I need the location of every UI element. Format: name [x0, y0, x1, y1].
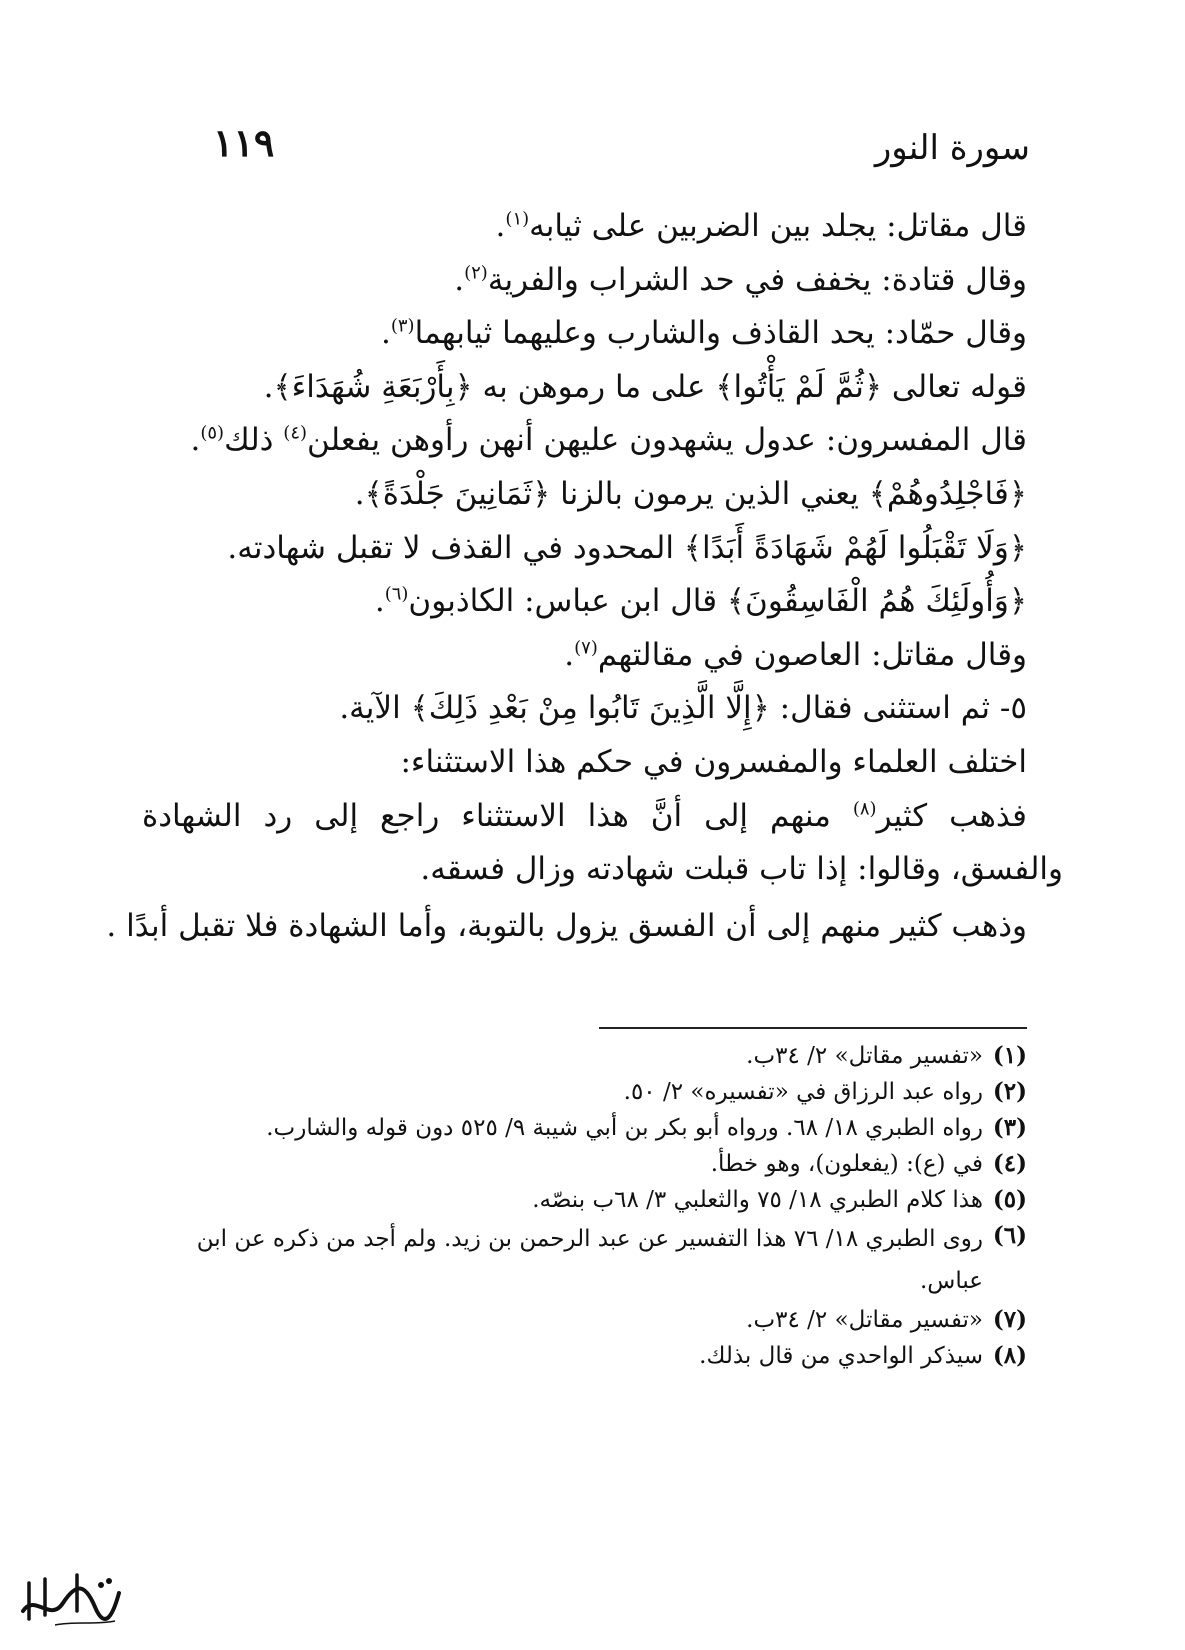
- footnote-ref[interactable]: (٢): [464, 262, 488, 284]
- footnote-number: (٧): [992, 1306, 1027, 1333]
- text-line-3: وقال حمّاد: يحد القاذف والشارب وعليهما ثيابهما$^{(٣)}$.: [380, 315, 1027, 352]
- footnote-ref[interactable]: (٣): [390, 315, 415, 337]
- footnote-ref[interactable]: (٦): [384, 583, 409, 605]
- text-line-1: قال مقاتل: يجلد بين الضربين على ثيابه$^{(١)}$.: [495, 208, 1027, 244]
- text-line-9: وقال مقاتل: العاصون في مقالتهم$^{(٧)}$.: [564, 636, 1027, 673]
- text-line-14: وذهب كثير منهم إلى أن الفسق يزول بالتوبة، وأما الشهادة فلا تقبل أبدًا .: [106, 907, 1027, 944]
- footnotes: [142, 1038, 1027, 1374]
- text-line-12: فذهب كثير$^{(٨)}$ منهم إلى أنَّ هذا الاستثناء راجع إلى رد الشهادة: [142, 797, 1027, 834]
- footnote-item: [142, 1218, 1027, 1302]
- footnote-number: (٦): [992, 1222, 1027, 1249]
- footnote-ref[interactable]: (٧): [574, 637, 598, 659]
- footnote-ref[interactable]: (٤): [283, 423, 308, 445]
- footnote-item: [142, 1110, 1027, 1146]
- text-line-13: والفسق، وقالوا: إذا تاب قبلت شهادته وزال فسقه.: [420, 851, 1063, 888]
- publisher-logo: [15, 1563, 125, 1633]
- text-line-5: قال المفسرون: عدول يشهدون عليهن أنهن رأوهن يفعلن$^{(٤)}$ ذلك$^{(٥)}$.: [190, 422, 1027, 459]
- footnote-number: (٤): [992, 1150, 1027, 1177]
- footnote-number: (١): [992, 1042, 1027, 1069]
- footnote-text: في (ع): (يفعلون)، وهو خطأ.: [710, 1151, 983, 1177]
- footnote-ref[interactable]: (٥): [200, 423, 225, 445]
- text-line-2: وقال قتادة: يخفف في حد الشراب والفرية$^{(٢)}$.: [454, 261, 1027, 298]
- text-line-10: ٥- ثم استثنى فقال: ﴿إِلَّا الَّذِينَ تَابُوا مِنْ بَعْدِ ذَلِكَ﴾ الآية.: [339, 690, 1027, 727]
- text-line-6: ﴿فَاجْلِدُوهُمْ﴾ يعني الذين يرمون بالزنا ﴿ثَمَانِينَ جَلْدَةً﴾.: [354, 475, 1027, 512]
- page-number: ١١٩: [213, 120, 275, 165]
- footnote-item: [142, 1074, 1027, 1110]
- footnote-ref[interactable]: (٨): [852, 798, 877, 820]
- footnote-text: رواه عبد الرزاق في «تفسيره» ٢/ ٥٠.: [623, 1079, 983, 1105]
- text-line-8: ﴿وَأُولَئِكَ هُمُ الْفَاسِقُونَ﴾ قال ابن عباس: الكاذبون$^{(٦)}$.: [374, 583, 1027, 620]
- footnote-text: رواه الطبري ١٨/ ٦٨. ورواه أبو بكر بن أبي شيبة ٩/ ٥٢٥ دون قوله والشارب.: [266, 1115, 983, 1141]
- footnote-item: [142, 1182, 1027, 1218]
- main-text: [106, 200, 1063, 955]
- text-line-7: ﴿وَلَا تَقْبَلُوا لَهُمْ شَهَادَةً أَبَدًا﴾ المحدود في القذف لا تقبل شهادته.: [227, 529, 1027, 566]
- footnote-text: سيذكر الواحدي من قال بذلك.: [699, 1343, 983, 1369]
- footnote-item: [142, 1146, 1027, 1182]
- footnote-separator: [599, 1027, 1027, 1029]
- footnote-item: [142, 1038, 1027, 1074]
- footnote-item: [142, 1302, 1027, 1338]
- footnote-item: [142, 1338, 1027, 1374]
- footnote-number: (٣): [992, 1114, 1027, 1141]
- text-line-4: قوله تعالى ﴿ثُمَّ لَمْ يَأْتُوا﴾ على ما رموهن به ﴿بِأَرْبَعَةِ شُهَدَاءَ﴾.: [263, 368, 1027, 405]
- footnote-text: هذا كلام الطبري ١٨/ ٧٥ والثعلبي ٣/ ٦٨ب بنصّه.: [532, 1187, 983, 1213]
- footnote-text: «تفسير مقاتل» ٢/ ٣٤ب.: [746, 1043, 983, 1069]
- footnote-number: (٢): [992, 1078, 1027, 1105]
- footnote-text: روى الطبري ١٨/ ٧٦ هذا التفسير عن عبد الرحمن بن زيد. ولم أجد من ذكره عن ابن عباس.: [196, 1226, 983, 1294]
- footnote-number: (٥): [992, 1186, 1027, 1213]
- text-line-11: اختلف العلماء والمفسرون في حكم هذا الاستثناء:: [400, 743, 1027, 780]
- footnote-text: «تفسير مقاتل» ٢/ ٣٤ب.: [746, 1307, 983, 1333]
- surah-title: سورة النور: [874, 128, 1030, 168]
- footnote-ref[interactable]: (١): [505, 208, 530, 230]
- footnote-number: (٨): [992, 1342, 1027, 1369]
